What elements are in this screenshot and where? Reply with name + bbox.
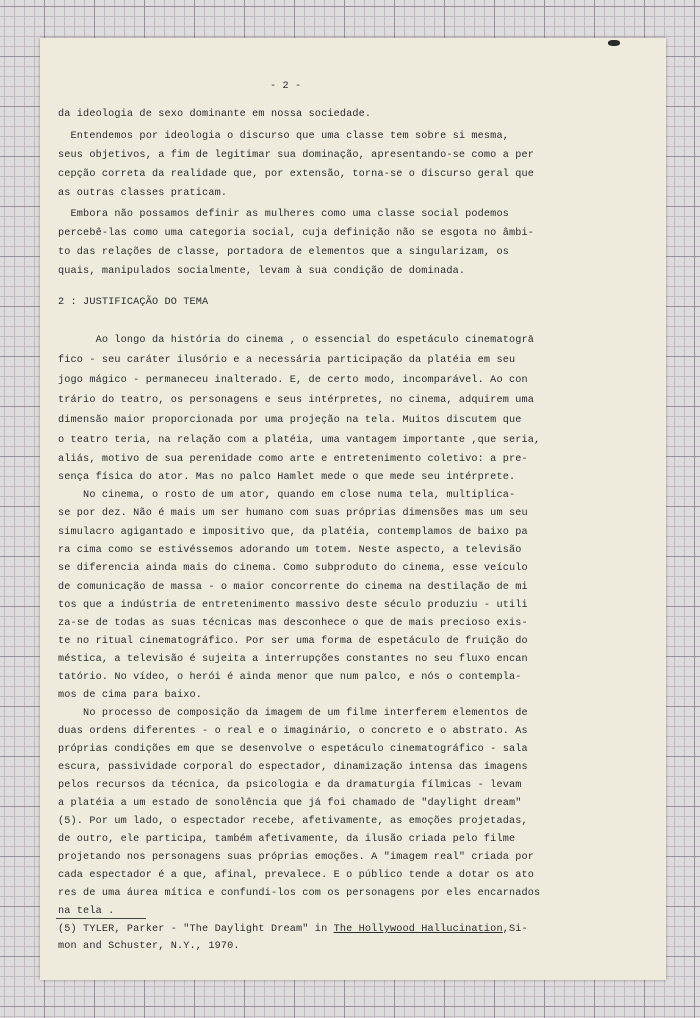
text-line: mos de cima para baixo. [58, 690, 203, 701]
text-line: fico - seu caráter ilusório e a necessária participação da platéia em seu [58, 355, 516, 366]
text-line: dimensão maior proporcionada por uma projeção na tela. Muitos discutem que [58, 415, 522, 426]
text-line: seus objetivos, a fim de legitimar sua dominação, apresentando-se como a per [58, 150, 535, 161]
text-line: próprias condições em que se desenvolve o espetáculo cinematográfico - sala [58, 744, 528, 755]
text-line: quais, manipulados socialmente, levam à sua condição de dominada. [58, 266, 466, 277]
text-line: sença física do ator. Mas no palco Hamlet mede o que mede seu intérprete. [58, 472, 516, 483]
text-line: za-se de todas as suas técnicas mas desconhece o que de mais precioso exis- [58, 618, 528, 629]
text-line: te no ritual cinematográfico. Por ser uma forma de espetáculo de fruição do [58, 636, 528, 647]
text-line: tatório. No vídeo, o herói é ainda menor que num palco, e nós o contempla- [58, 672, 522, 683]
text-line: jogo mágico - permaneceu inalterado. E, de certo modo, incomparável. Ao con [58, 375, 528, 386]
text-line: Embora não possamos definir as mulheres como uma classe social podemos [58, 209, 509, 220]
text-line: Entendemos por ideologia o discurso que uma classe tem sobre si mesma, [58, 131, 509, 142]
text-line: a platéia a um estado de sonolência que já foi chamado de "daylight dream" [58, 798, 522, 809]
text-line: tos que a indústria de entretenimento massivo deste século produziu - utili [58, 600, 528, 611]
text-line: cepção correta da realidade que, por extensão, torna-se o discurso geral que [58, 169, 535, 180]
text-line: de outro, ele participa, também afetivamente, da ilusão criada pelo filme [58, 834, 516, 845]
text-line: da ideologia de sexo dominante em nossa sociedade. [58, 109, 372, 120]
text-line: trário do teatro, os personagens e seus intérpretes, no cinema, adquirem uma [58, 395, 535, 406]
section-heading: 2 : JUSTIFICAÇÃO DO TEMA [58, 297, 209, 308]
footnote-suffix: ,Si- [502, 924, 528, 935]
text-line: escura, passividade corporal do espectador, dinamização intensa das imagens [58, 762, 528, 773]
text-line: ra cima como se estivéssemos adorando um totem. Neste aspecto, a televisão [58, 545, 522, 556]
text-line: de comunicação de massa - o maior concorrente do cinema na destilação de mi [58, 582, 528, 593]
footnote-line-2: mon and Schuster, N.Y., 1970. [58, 941, 240, 952]
text-line: as outras classes praticam. [58, 188, 228, 199]
text-line: se por dez. Não é mais um ser humano com suas próprias dimensões mas um seu [58, 508, 528, 519]
text-line: percebê-las como uma categoria social, cuja definição não se esgota no âmbi- [58, 228, 535, 239]
text-line: No cinema, o rosto de um ator, quando em close numa tela, multiplica- [58, 490, 516, 501]
footnote-divider [56, 918, 146, 919]
footnote-prefix: (5) TYLER, Parker - "The Daylight Dream" in [58, 924, 334, 935]
text-line: pelos recursos da técnica, da psicologia e da dramaturgia fílmicas - levam [58, 780, 522, 791]
text-line: o teatro teria, na relação com a platéia, uma vantagem importante ,que seria, [58, 435, 541, 446]
text-line: to das relações de classe, portadora de elementos que a singularizam, os [58, 247, 509, 258]
text-line: na tela . [58, 906, 115, 917]
text-line: se diferencia ainda mais do cinema. Como subproduto do cinema, esse veículo [58, 563, 528, 574]
text-line: projetando nos personagens suas próprias emoções. A "imagem real" criada por [58, 852, 535, 863]
text-line: cada espectador é a que, afinal, prevalece. E o público tende a dotar os ato [58, 870, 535, 881]
footnote-line-1 [58, 921, 528, 939]
text-line: res de uma áurea mítica e confundi-los com os personagens por eles encarnados [58, 888, 541, 899]
page-number: - 2 - [270, 81, 302, 92]
text-line: No processo de composição da imagem de um filme interferem elementos de [58, 708, 528, 719]
text-line: simulacro agigantado e impositivo que, da platéia, contemplamos de baixo pa [58, 527, 528, 538]
text-line: méstica, a televisão é sujeita a interrupções constantes no seu fluxo encan [58, 654, 528, 665]
footnote-book-title: The Hollywood Hallucination [333, 924, 503, 935]
text-line: Ao longo da história do cinema , o essencial do espetáculo cinematogrā [58, 335, 535, 346]
text-line: aliás, motivo de sua perenidade como arte e entretenimento coletivo: a pre- [58, 454, 528, 465]
text-line: (5). Por um lado, o espectador recebe, afetivamente, as emoções projetadas, [58, 816, 528, 827]
text-line: duas ordens diferentes - o real e o imaginário, o concreto e o abstrato. As [58, 726, 528, 737]
